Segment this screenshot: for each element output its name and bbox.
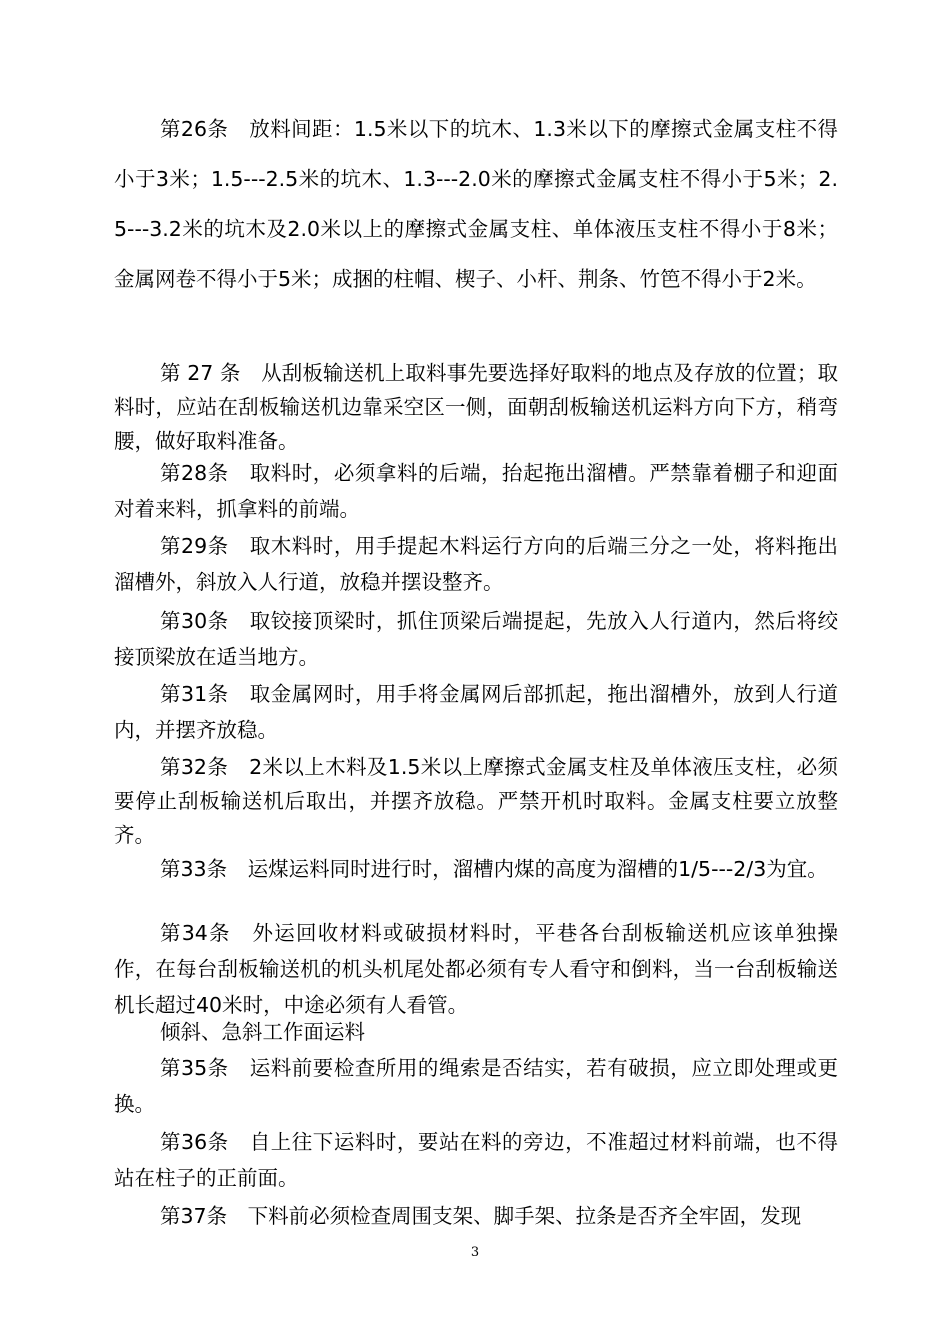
- article-28: 第28条 取料时，必须拿料的后端，抬起拖出溜槽。严禁靠着棚子和迎面对着来料，抓拿料的前端。: [114, 461, 838, 521]
- article-31: 第31条 取金属网时，用手将金属网后部抓起，拖出溜槽外，放到人行道内，并摆齐放稳。: [114, 682, 838, 742]
- article-34: 第34条 外运回收材料或破损材料时，平巷各台刮板输送机应该单独操作，在每台刮板输送机的机头机尾处都必须有专人看守和倒料，当一台刮板输送机长超过40米时，中途必须有人看管。: [114, 921, 838, 1017]
- section-heading: 倾斜、急斜工作面运料: [160, 1020, 365, 1044]
- article-37: 第37条 下料前必须检查周围支架、脚手架、拉条是否齐全牢固，发现: [160, 1204, 802, 1228]
- article-33: 第33条 运煤运料同时进行时，溜槽内煤的高度为溜槽的1/5---2/3为宜。: [160, 857, 828, 881]
- article-26: 第26条 放料间距：1.5米以下的坑木、1.3米以下的摩擦式金属支柱不得小于3米；1.5---2.5米的坑木、1.3---2.0米的摩擦式金属支柱不得小于5米；2.5---3.2米的坑木及2.0米以上的摩擦式金属支柱、单体液压支柱不得小于8米；金属网卷不得小于5米；成捆的柱帽、楔子、小杆、荆条、竹笆不得小于2米。: [114, 117, 838, 291]
- article-36: 第36条 自上往下运料时，要站在料的旁边，不准超过材料前端，也不得站在柱子的正前面。: [114, 1130, 838, 1190]
- article-32: 第32条 2米以上木料及1.5米以上摩擦式金属支柱及单体液压支柱，必须要停止刮板输送机后取出，并摆齐放稳。严禁开机时取料。金属支柱要立放整齐。: [114, 755, 838, 847]
- article-27: 第 27 条 从刮板输送机上取料事先要选择好取料的地点及存放的位置；取料时，应站在刮板输送机边靠采空区一侧，面朝刮板输送机运料方向下方，稍弯腰，做好取料准备。: [114, 361, 838, 453]
- page-number: 3: [470, 1245, 480, 1260]
- article-35: 第35条 运料前要检查所用的绳索是否结实，若有破损，应立即处理或更换。: [114, 1056, 838, 1116]
- article-29: 第29条 取木料时，用手提起木料运行方向的后端三分之一处，将料拖出溜槽外，斜放入人行道，放稳并摆设整齐。: [114, 534, 838, 594]
- article-30: 第30条 取铰接顶梁时，抓住顶梁后端提起，先放入人行道内，然后将绞接顶梁放在适当地方。: [114, 609, 838, 669]
